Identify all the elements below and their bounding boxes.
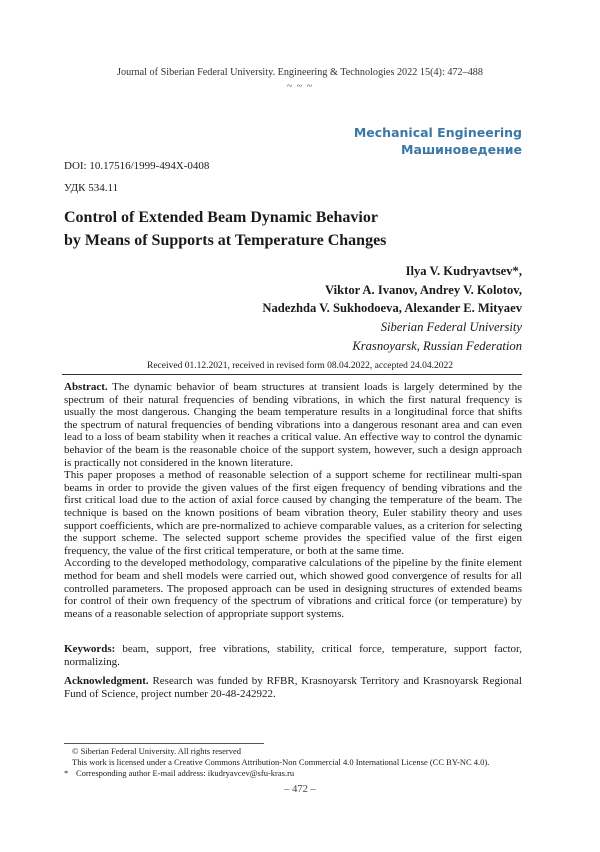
author-line-1: Ilya V. Kudryavtsev*, [405, 264, 522, 278]
authors-block [262, 262, 522, 356]
footnote-copyright: © Siberian Federal University. All rights reserved [72, 746, 242, 756]
keywords-label: Keywords: [64, 643, 116, 655]
acknowledgment [64, 675, 522, 700]
title-line-2: by Means of Supports at Temperature Changes [64, 232, 387, 249]
affiliation-location: Krasnoyarsk, Russian Federation [352, 338, 522, 353]
abstract-paragraph-3: According to the developed methodology, comparative calculations of the pipeline by the finite element method for beam and shell models were carried out, which showed good convergence of results for all controlled parameters. The proposed approach can be used in designing structures of extended beams for control of their own frequency of the spectrum of vibrations and critical force (or temperature) by means of a reasonable selection of appropriate support systems. [64, 557, 522, 620]
footnote-license: This work is licensed under a Creative Commons Attribution-Non Commercial 4.0 International License (CC BY-NC 4.0). [72, 757, 490, 767]
paper-title [64, 206, 534, 252]
udk-code: УДК 534.11 [64, 182, 119, 194]
keywords-text: beam, support, free vibrations, stability, critical force, temperature, support factor, normalizing. [64, 643, 522, 668]
divider [62, 374, 522, 375]
abstract-paragraph-1 [64, 381, 522, 469]
acknowledgment-label: Acknowledgment. [64, 675, 149, 687]
page-number: – 472 – [284, 784, 316, 795]
title-line-1: Control of Extended Beam Dynamic Behavior [64, 209, 378, 226]
doi: DOI: 10.17516/1999-494X-0408 [64, 160, 210, 172]
footnote-corresponding [64, 768, 294, 778]
abstract-paragraph-2: This paper proposes a method of reasonable selection of a support scheme for rectilinear multi-span beams in order to provide the given values of the first eigen frequency of bending vibrations and the first critical load due to the action of axial force caused by changing the temperature of the beam. The technique is based on the known positions of beam vibration theory, Euler stability theory and uses support coefficients, which are pre-normalized to achieve comparable values, as a criterion for selecting the support scheme. The selected support scheme provides the specified value of the first eigen frequency, the value of the first critical temperature, or both at the same time. [64, 469, 522, 557]
section-heading [354, 125, 522, 157]
received-dates: Received 01.12.2021, received in revised form 08.04.2022, accepted 24.04.2022 [146, 361, 454, 371]
acknowledgment-text: Research was funded by RFBR, Krasnoyarsk Territory and Krasnoyarsk Regional Fund of Science, project number 20-48-242922. [64, 675, 522, 700]
section-name-en: Mechanical Engineering [353, 125, 522, 140]
footnote-email: Corresponding author E-mail address: ikudryavcev@sfu-kras.ru [76, 768, 295, 778]
affiliation: Siberian Federal University [380, 320, 522, 335]
abstract-label: Abstract. [64, 381, 108, 393]
footnote-star: * [64, 768, 69, 778]
header-separator: ~ ~ ~ [286, 81, 314, 92]
keywords [64, 643, 522, 668]
abstract [64, 381, 522, 620]
journal-header: Journal of Siberian Federal University. Engineering & Technologies 2022 15(4): 472–488 [117, 67, 483, 78]
author-line-3: Nadezhda V. Sukhodoeva, Alexander E. Mityaev [262, 301, 522, 316]
footnote-divider [64, 743, 264, 744]
section-name-ru: Машиноведение [401, 142, 522, 157]
author-line-2: Viktor A. Ivanov, Andrey V. Kolotov, [325, 282, 522, 297]
abstract-text-1: The dynamic behavior of beam structures at transient loads is largely determined by the spectrum of their natural frequencies of bending vibrations, in which the first natural frequency is usually the most dangerous. Changing the beam temperature results in a longitudinal force that shifts the spectrum of natural frequencies of bending vibrations into a dangerous resonant area and can even lead to a loss of beam stability when it reaches a critical value. An effective way to control the dynamic behavior of the beam is the reasonable choice of the support system, however, such a design approach is practically not considered in the known literature. [64, 381, 522, 469]
